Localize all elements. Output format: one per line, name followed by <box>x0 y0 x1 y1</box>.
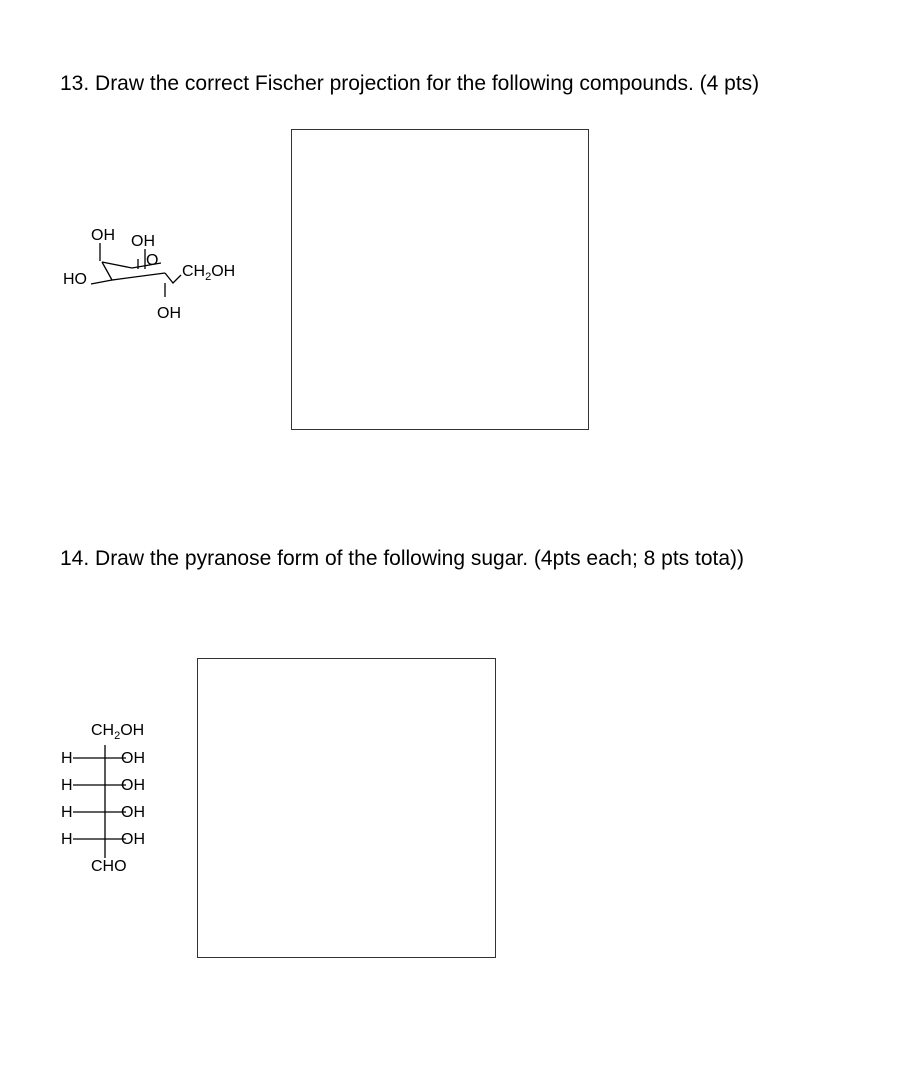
side-chain-ch: CH <box>182 263 206 280</box>
ho-bond <box>91 280 112 284</box>
fischer-top-subscript: 2 <box>114 730 121 742</box>
fischer-bottom-group: CHO <box>91 858 127 875</box>
furanose-oh-bottom: OH <box>157 305 181 322</box>
fischer-row-3-left: H <box>61 804 73 821</box>
question-14-text: 14. Draw the pyranose form of the following sugar. (4pts each; 8 pts tota)) <box>60 547 745 570</box>
fischer-structure <box>58 718 168 883</box>
furanose-structure <box>55 225 255 325</box>
fischer-row-1-right: OH <box>121 750 145 767</box>
furanose-oh-top-right: OH <box>131 233 155 250</box>
furanose-ring-oxygen: O <box>146 252 159 269</box>
fischer-row-2-right: OH <box>121 777 145 794</box>
side-chain-subscript: 2 <box>205 271 212 283</box>
side-chain-oh: OH <box>211 263 236 280</box>
fischer-row-3-right: OH <box>121 804 145 821</box>
fischer-row-2-left: H <box>61 777 73 794</box>
question-13-text: 13. Draw the correct Fischer projection for the following compounds. (4 pts) <box>60 72 760 95</box>
fischer-row-1-left: H <box>61 750 73 767</box>
furanose-ho-left: HO <box>63 271 87 288</box>
fischer-row-4-right: OH <box>121 831 145 848</box>
fischer-row-4-left: H <box>61 831 73 848</box>
fischer-top-oh: OH <box>120 722 145 739</box>
answer-box-13[interactable] <box>291 129 589 430</box>
furanose-side-chain <box>182 263 236 283</box>
anomeric-bond <box>165 273 181 283</box>
furanose-oh-top-left: OH <box>91 227 115 244</box>
fischer-top-ch: CH <box>91 722 115 739</box>
fischer-top-group <box>91 722 145 742</box>
answer-box-14[interactable] <box>197 658 496 958</box>
